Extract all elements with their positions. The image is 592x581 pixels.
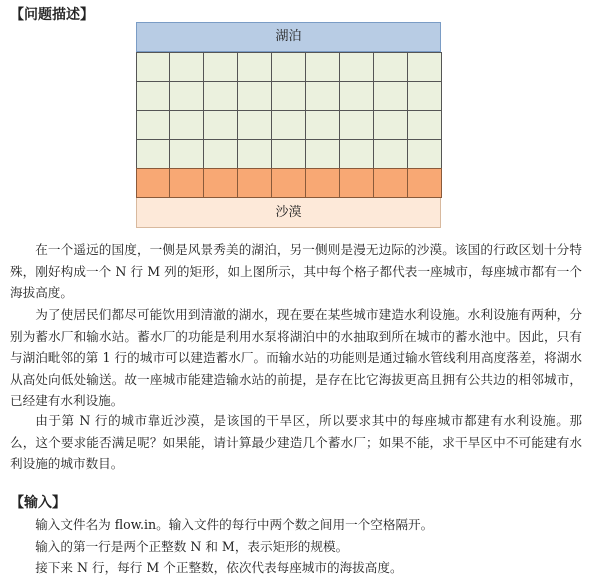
city-cell — [407, 52, 442, 82]
dry-city-cell — [271, 168, 306, 198]
city-cell — [136, 81, 171, 111]
city-cell — [169, 110, 204, 140]
dry-city-cell — [339, 168, 374, 198]
city-grid — [136, 52, 441, 197]
city-cell — [169, 81, 204, 111]
city-cell — [203, 110, 238, 140]
city-cell — [203, 139, 238, 169]
city-cell — [169, 139, 204, 169]
city-cell — [407, 110, 442, 140]
city-cell — [271, 81, 306, 111]
dry-city-cell — [407, 168, 442, 198]
dry-city-cell — [305, 168, 340, 198]
city-cell — [407, 81, 442, 111]
paragraph-facilities — [10, 304, 582, 412]
city-cell — [271, 139, 306, 169]
city-cell — [339, 139, 374, 169]
city-cell — [271, 110, 306, 140]
city-cell — [339, 52, 374, 82]
paragraph-text: 为了使居民们都尽可能饮用到清澈的湖水，现在要在某些城市建造水利设施。水利设施有两种，分别为蓄水厂和输水站。蓄水厂的功能是利用水泵将湖泊中的水抽取到所在城市的蓄水池中。因此，只有与湖泊毗邻的第 1 行的城市可以建造蓄水厂。而输水站的功能则是通过输水管线利用高度落差，将湖水从高处向低处输送。故一座城市能建造输水站的前提，是存在比它海拔更高且拥有公共边的相邻城市，已经建有水利设施。 — [10, 307, 582, 408]
city-cell — [169, 52, 204, 82]
city-cell — [305, 81, 340, 111]
city-cell — [237, 110, 272, 140]
paragraph-intro — [10, 239, 582, 304]
city-cell — [407, 139, 442, 169]
city-cell — [237, 81, 272, 111]
dry-city-cell — [373, 168, 408, 198]
lake-band: 湖泊 — [136, 22, 441, 52]
dry-city-cell — [169, 168, 204, 198]
city-cell — [136, 139, 171, 169]
city-cell — [271, 52, 306, 82]
paragraph-text: 在一个遥远的国度，一侧是风景秀美的湖泊，另一侧则是漫无边际的沙漠。该国的行政区划十分特殊，刚好构成一个 N 行 M 列的矩形，如上图所示，其中每个格子都代表一座城市，每座城市都有一个海拔高度。 — [10, 242, 582, 300]
desert-band: 沙漠 — [136, 197, 441, 228]
city-cell — [339, 110, 374, 140]
problem-description-header: 【问题描述】 — [10, 7, 94, 23]
dry-city-cell — [203, 168, 238, 198]
dry-city-cell — [237, 168, 272, 198]
city-cell — [237, 52, 272, 82]
paragraph-question — [10, 410, 582, 475]
paragraph-text: 由于第 N 行的城市靠近沙漠，是该国的干旱区，所以要求其中的每座城市都建有水利设施。那么，这个要求能否满足呢？如果能，请计算最少建造几个蓄水厂；如果不能，求干旱区中不可能建有水利设施的城市数目。 — [10, 413, 582, 471]
city-cell — [203, 52, 238, 82]
city-cell — [237, 139, 272, 169]
input-line: 输入的第一行是两个正整数 N 和 M，表示矩形的规模。 — [35, 538, 349, 554]
city-cell — [305, 110, 340, 140]
input-line: 输入文件名为 flow.in。输入文件的每行中两个数之间用一个空格隔开。 — [35, 517, 434, 532]
city-cell — [373, 81, 408, 111]
city-cell — [373, 139, 408, 169]
city-cell — [339, 81, 374, 111]
city-cell — [203, 81, 238, 111]
city-cell — [305, 52, 340, 82]
city-cell — [136, 52, 171, 82]
dry-city-cell — [136, 168, 171, 198]
city-cell — [136, 110, 171, 140]
input-description — [10, 514, 582, 579]
input-header: 【输入】 — [10, 495, 66, 511]
city-cell — [373, 52, 408, 82]
input-line: 接下来 N 行，每行 M 个正整数，依次代表每座城市的海拔高度。 — [35, 560, 403, 575]
map-diagram — [136, 22, 441, 228]
city-cell — [373, 110, 408, 140]
city-cell — [305, 139, 340, 169]
